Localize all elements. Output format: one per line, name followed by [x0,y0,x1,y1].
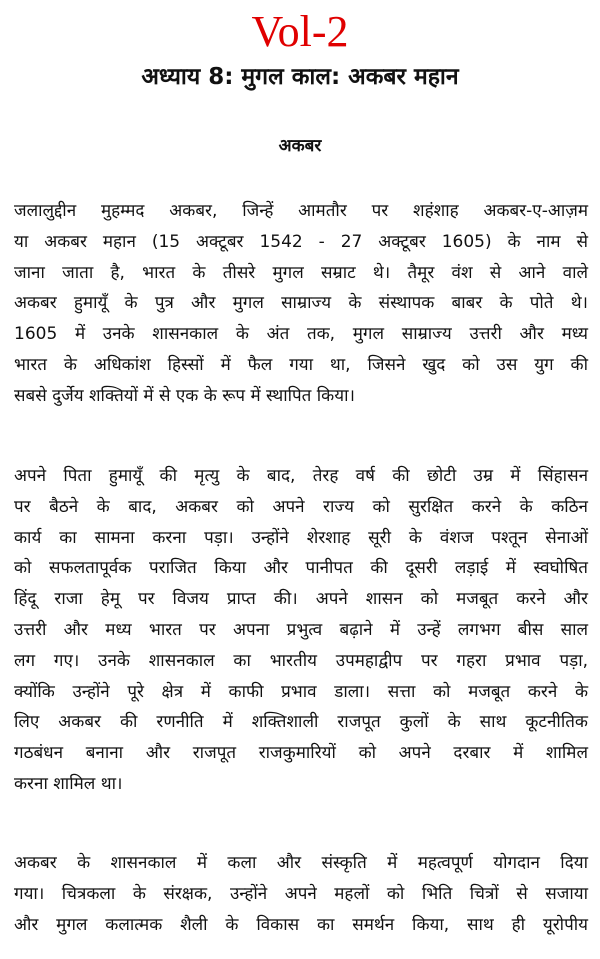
text-line: गठबंधन बनाना और राजपूत राजकुमारियों को अपने दरबार में शामिल [14,743,588,764]
text-line: या अकबर महान (15 अक्टूबर 1542 - 27 अक्टूबर 1605) के नाम से [14,231,588,252]
text-line: हिंदू राजा हेमू पर विजय प्राप्त की। अपने शासन को मजबूत करने और [14,589,588,610]
paragraph-2 [14,461,588,800]
text-line: उत्तरी और मध्य भारत पर अपना प्रभुत्व बढ़ाने में उन्हें लगभग बीस साल [14,619,588,640]
text-line: अपने पिता हुमायूँ की मृत्यु के बाद, तेरह वर्ष की छोटी उम्र में सिंहासन [14,466,588,486]
volume-label: Vol-2 [251,7,349,56]
text-line: पर बैठने के बाद, अकबर को अपने राज्य को सुरक्षित करने के कठिन [14,496,588,517]
text-line: लिए अकबर की रणनीति में शक्तिशाली राजपूत कुलों के साथ कूटनीतिक [14,712,588,733]
text-line: और मुगल कलात्मक शैली के विकास का समर्थन किया, साथ ही यूरोपीय [14,914,588,935]
text-line: 1605 में उनके शासनकाल के अंत तक, मुगल साम्राज्य उत्तरी और मध्य [14,324,588,345]
text-line: गया। चित्रकला के संरक्षक, उन्होंने अपने महलों को भिति चित्रों से सजाया [14,883,588,904]
paragraph-1 [14,196,588,412]
text-line: कार्य का सामना करना पड़ा। उन्होंने शेरशाह सूरी के वंशज पश्तून सेनाओं [14,527,588,548]
paragraph-3 [14,848,588,940]
text-line: भारत के अधिकांश हिस्सों में फैल गया था, जिसने खुद को उस युग की [14,354,588,375]
text-line: अकबर के शासनकाल में कला और संस्कृति में महत्वपूर्ण योगदान दिया [14,853,588,873]
chapter-title: अध्याय 8: मुगल काल: अकबर महान [141,64,459,90]
text-line: को सफलतापूर्वक पराजित किया और पानीपत की दूसरी लड़ाई में स्वघोषित [14,558,588,579]
section-title: अकबर [278,136,322,156]
text-line: करना शामिल था। [14,773,123,794]
text-line: सबसे दुर्जेय शक्तियों में से एक के रूप में स्थापित किया। [14,385,355,406]
text-line: लग गए। उनके शासनकाल का भारतीय उपमहाद्वीप पर गहरा प्रभाव पड़ा, [14,650,588,671]
text-line: जाना जाता है, भारत के तीसरे मुगल सम्राट थे। तैमूर वंश से आने वाले [14,262,588,283]
text-line: जलालुद्दीन मुहम्मद अकबर, जिन्हें आमतौर पर शहंशाह अकबर-ए-आज़म [14,201,588,221]
text-line: अकबर हुमायूँ के पुत्र और मुगल साम्राज्य के संस्थापक बाबर के पोते थे। [14,293,588,314]
text-line: क्योंकि उन्होंने पूरे क्षेत्र में काफी प्रभाव डाला। सत्ता को मजबूत करने के [14,681,588,702]
